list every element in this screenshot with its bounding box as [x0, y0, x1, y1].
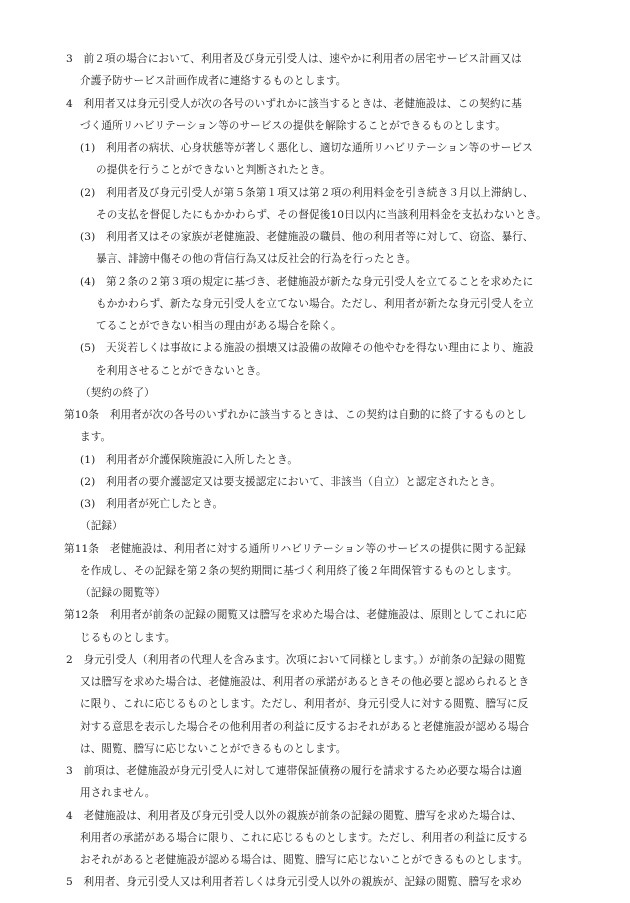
item-5-line-2: を利用させることができないとき。: [96, 365, 267, 377]
section-heading: （契約の終了）: [80, 387, 155, 399]
article-12-line-1: 第12条 利用者が前条の記録の閲覧又は謄写を求めた場合は、老健施設は、原則としてこれに応: [64, 609, 527, 621]
item-2-line-1: (2) 利用者及び身元引受人が第５条第１項又は第２項の利用料金を引き続き３月以上滞納し、: [80, 187, 534, 199]
item-1-line-2: の提供を行うことができないと判断されたとき。: [96, 164, 331, 176]
article-12-para-4-line-1: 4 老健施設は、利用者及び身元引受人以外の親族が前条の記録の閲覧、謄写を求めた場合は、: [66, 810, 522, 822]
article-12-line-2: じるものとします。: [80, 632, 176, 644]
article-12-para-2-line-3: に限り、これに応じるものとします。ただし、利用者が、身元引受人に対する閲覧、謄写に反: [80, 698, 529, 710]
article-12-para-4-line-2: 利用者の承諾がある場合に限り、これに応じるものとします。ただし、利用者の利益に反する: [80, 832, 529, 844]
item-3-line-1: (3) 利用者又はその家族が老健施設、老健施設の職員、他の利用者等に対して、窃盗、暴行、: [80, 231, 534, 243]
paragraph-3-line-1: 3 前２項の場合において、利用者及び身元引受人は、速やかに利用者の居宅サービス計画又は: [66, 53, 522, 65]
article-11-line-2: を作成し、その記録を第２条の契約期間に基づく利用終了後２年間保管するものとします。: [80, 565, 518, 577]
article-12-para-2-line-4: 対する意思を表示した場合その他利用者の利益に反するおそれがあると老健施設が認める場合: [80, 721, 530, 733]
article-10-item-3: (3) 利用者が死亡したとき。: [80, 498, 224, 510]
item-3-line-2: 暴言、誹謗中傷その他の背信行為又は反社会的行為を行ったとき。: [96, 253, 417, 265]
item-4-line-1: (4) 第２条の２第３項の規定に基づき、老健施設が新たな身元引受人を立てることを求めたに: [80, 276, 534, 288]
item-2-line-2: その支払を督促したにもかかわらず、その督促後10日以内に当該利用料金を支払わないとき。: [96, 209, 547, 221]
article-10-item-2: (2) 利用者の要介護認定又は要支援認定において、非該当（自立）と認定されたとき。: [80, 476, 502, 488]
article-12-para-3-line-2: 用されません。: [80, 787, 156, 799]
item-4-line-3: てることができない相当の理由がある場合を除く。: [96, 320, 342, 332]
article-11-line-1: 第11条 老健施設は、利用者に対する通所リハビリテーション等のサービスの提供に関する記録: [64, 543, 526, 555]
article-12-para-3-line-1: 3 前項は、老健施設が身元引受人に対して連帯保証債務の履行を請求するため必要な場合は適: [66, 765, 522, 777]
paragraph-4-line-1: 4 利用者又は身元引受人が次の各号のいずれかに該当するときは、老健施設は、この契約に基: [66, 98, 522, 110]
paragraph-4-line-2: づく通所リハビリテーション等のサービスの提供を解除することができるものとします。: [80, 120, 506, 132]
article-12-para-5-line-1: 5 利用者、身元引受人又は利用者若しくは身元引受人以外の親族が、記録の閲覧、謄写を求め: [66, 876, 522, 888]
item-4-line-2: もかかわらず、新たな身元引受人を立てない場合。ただし、利用者が新たな身元引受人を立: [96, 298, 534, 310]
article-12-para-2-line-2: 又は謄写を求めた場合は、老健施設は、利用者の承諾があるときその他必要と認められるとき: [80, 676, 530, 688]
item-5-line-1: (5) 天災若しくは事故による施設の損壊又は設備の故障その他やむを得ない理由により、施設: [80, 342, 534, 354]
paragraph-3-line-2: 介護予防サービス計画作成者に連絡するものとします。: [80, 75, 347, 87]
article-10-line-2: ます。: [80, 431, 112, 443]
section-heading: （記録）: [80, 520, 123, 532]
article-12-para-2-line-5: は、閲覧、謄写に応じないことができるものとします。: [80, 743, 347, 755]
article-10-line-1: 第10条 利用者が次の各号のいずれかに該当するときは、この契約は自動的に終了するものとし: [64, 409, 527, 421]
item-1-line-1: (1) 利用者の病状、心身状態等が著しく悪化し、適切な通所リハビリテーション等のサービス: [80, 142, 533, 154]
article-12-para-2-line-1: 2 身元引受人（利用者の代理人を含みます。次項において同様とします。）が前条の記録の閲覧: [66, 654, 526, 666]
article-10-item-1: (1) 利用者が介護保険施設に入所したとき。: [80, 454, 299, 466]
article-12-para-4-line-3: おそれがあると老健施設が認める場合は、閲覧、謄写に応じないことができるものとします。: [80, 854, 529, 866]
section-heading: （記録の閲覧等）: [80, 587, 166, 599]
